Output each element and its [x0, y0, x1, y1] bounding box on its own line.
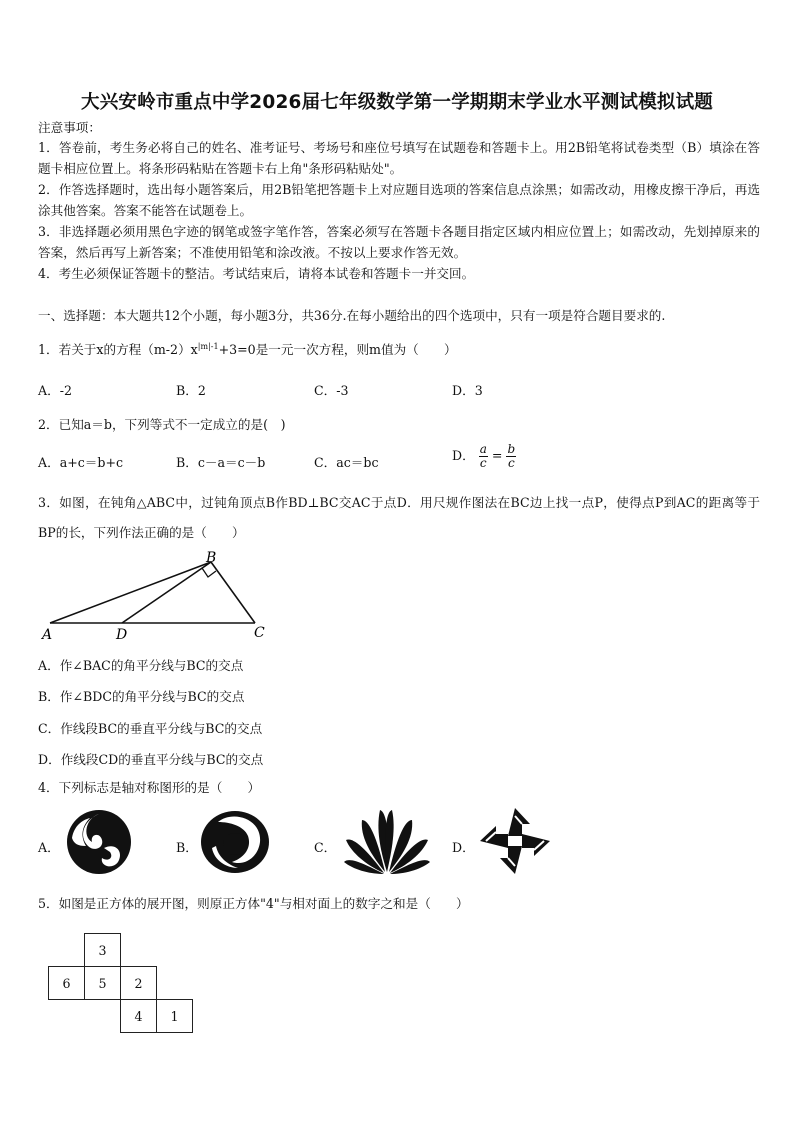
question-4-option-b-label[interactable]: B． — [176, 840, 198, 855]
net-cell-right: 2 — [121, 967, 157, 1000]
fraction-b-over-c — [506, 443, 516, 470]
notice-item-3: 3．非选择题必须用黑色字迹的钢笔或签字笔作答，答案必须写在答题卡各题目指定区域内相应位置上；如需改动，先划掉原来的答案，然后再写上新答案；不准使用铅笔和涂改液。不按以上要求作答无效。 — [38, 224, 760, 260]
fraction-numerator: b — [507, 442, 516, 456]
page-title: 大兴安岭市重点中学2026届七年级数学第一学期期末学业水平测试模拟试题 — [81, 92, 713, 113]
net-cell-center: 5 — [85, 967, 121, 1000]
notice-heading: 注意事项： — [38, 120, 101, 135]
question-2-stem: 2．已知a＝b，下列等式不一定成立的是( ) — [38, 417, 286, 432]
question-1-option-d[interactable]: D．3 — [452, 383, 483, 398]
question-1-option-c[interactable]: C．-3 — [314, 383, 349, 398]
notice-item-4: 4．考生必须保证答题卡的整洁。考试结束后，请将本试卷和答题卡一并交回。 — [38, 266, 475, 281]
label-c: C — [254, 625, 265, 641]
question-1-stem — [38, 337, 457, 360]
question-5-stem: 5．如图是正方体的展开图，则原正方体"4"与相对面上的数字之和是（ ） — [38, 896, 469, 911]
question-2-option-a[interactable]: A．a+c＝b+c — [38, 455, 124, 470]
side-ab — [50, 562, 211, 623]
net-cell-top: 3 — [85, 934, 121, 967]
question-4-option-c-label[interactable]: C． — [314, 840, 337, 855]
interlocked-arrows-logo-icon — [478, 806, 552, 876]
question-4-stem: 4．下列标志是轴对称图形的是（ ） — [38, 780, 261, 795]
question-3-option-a[interactable]: A．作∠BAC的角平分线与BC的交点 — [38, 658, 244, 673]
question-1-option-a[interactable]: A．-2 — [38, 383, 72, 398]
question-1-option-b[interactable]: B．2 — [176, 383, 206, 398]
question-4-option-a-label[interactable]: A． — [38, 840, 60, 855]
yin-yang-swirl-logo-icon — [64, 808, 134, 876]
net-cell-bottom-right: 1 — [157, 1000, 193, 1033]
side-bc — [211, 562, 255, 623]
question-1-exponent: |m|-1 — [197, 342, 219, 351]
triangle-abc-figure — [38, 548, 278, 644]
right-angle-mark — [202, 568, 216, 577]
spiral-ring-logo-icon — [198, 808, 272, 876]
net-cell-left: 6 — [49, 967, 85, 1000]
question-2-option-d-label: D． — [452, 448, 475, 463]
equals-sign: = — [491, 448, 503, 463]
label-a: A — [42, 627, 53, 643]
notice-item-2: 2．作答选择题时，选出每小题答案后，用2B铅笔把答题卡上对应题目选项的答案信息点涂黑；如需改动，用橡皮擦干净后，再选涂其他答案。答案不能答在试题卷上。 — [38, 182, 760, 218]
question-3-option-c[interactable]: C．作线段BC的垂直平分线与BC的交点 — [38, 721, 263, 736]
question-2-option-d[interactable] — [452, 443, 516, 470]
cube-net-figure — [48, 933, 193, 1033]
question-3-option-d[interactable]: D．作线段CD的垂直平分线与BC的交点 — [38, 752, 264, 767]
label-b: B — [206, 550, 217, 566]
question-1-stem-part2: +3=0是一元一次方程，则m值为（ ） — [218, 342, 457, 358]
question-3-stem: 3．如图，在钝角△ABC中，过钝角顶点B作BD⊥BC交AC于点D．用尺规作图法在BC边上找一点P，使得点P到AC的距离等于BP的长，下列作法正确的是（ ） — [38, 495, 760, 540]
net-cell-bottom: 4 — [121, 1000, 157, 1033]
question-2-option-b[interactable]: B．c－a＝c－b — [176, 455, 266, 470]
fraction-a-over-c — [479, 443, 488, 470]
section-heading: 一、选择题：本大题共12个小题，每小题3分，共36分.在每小题给出的四个选项中，只有一项是符合题目要求的. — [38, 308, 666, 323]
question-1-stem-part1: 1．若关于x的方程（m-2）x — [38, 342, 198, 358]
fraction-denominator: c — [507, 456, 515, 470]
question-4-option-d-label[interactable]: D． — [452, 840, 475, 855]
label-d: D — [116, 627, 128, 643]
fraction-denominator: c — [479, 456, 487, 470]
question-2-option-c[interactable]: C．ac＝bc — [314, 455, 379, 470]
segment-bd — [122, 562, 211, 623]
fan-petal-logo-icon — [340, 806, 434, 878]
notice-item-1: 1．答卷前，考生务必将自己的姓名、准考证号、考场号和座位号填写在试题卷和答题卡上。用2B铅笔将试卷类型（B）填涂在答题卡相应位置上。将条形码粘贴在答题卡右上角"条形码粘贴处"。 — [38, 140, 760, 176]
question-3-option-b[interactable]: B．作∠BDC的角平分线与BC的交点 — [38, 689, 245, 704]
fraction-numerator: a — [479, 442, 487, 456]
